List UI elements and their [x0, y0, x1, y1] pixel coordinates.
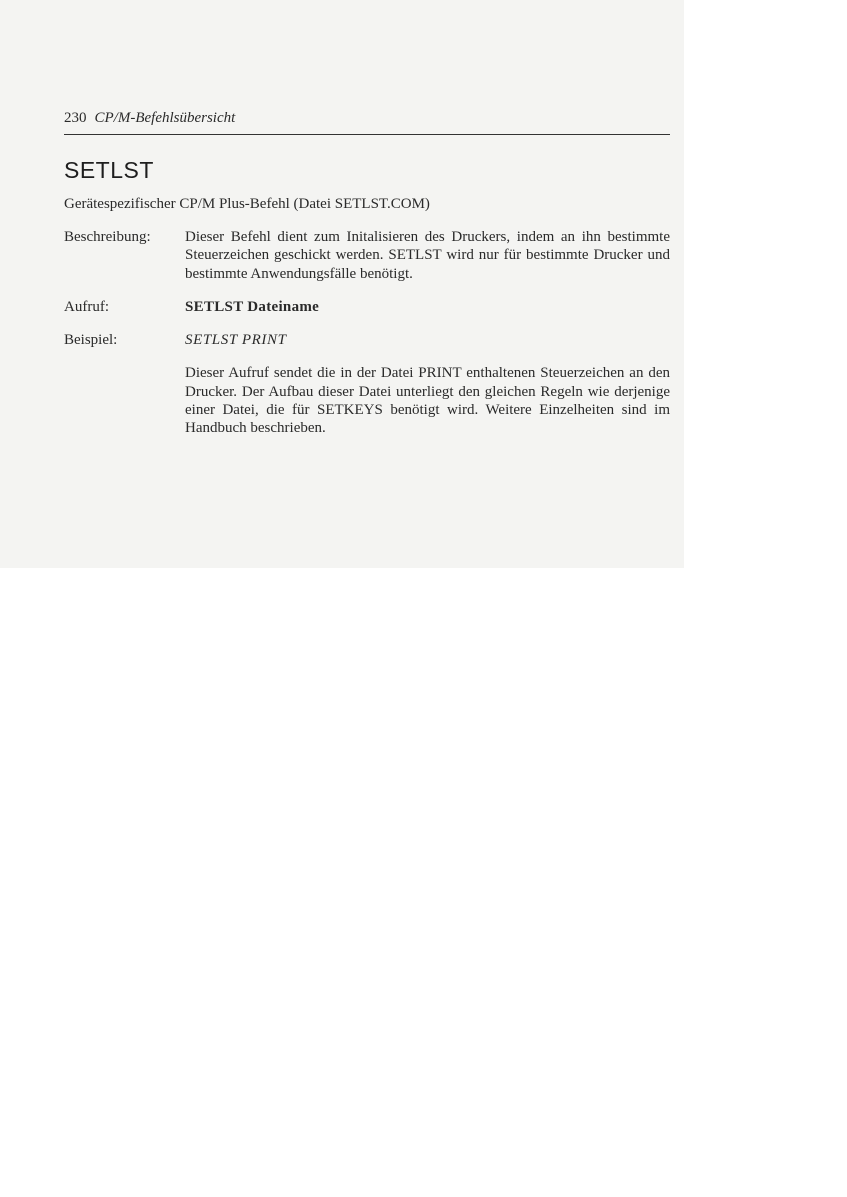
- entry-description: [64, 228, 670, 283]
- section-subtitle: Gerätespezifischer CP/M Plus-Befehl (Datei SETLST.COM): [64, 196, 430, 212]
- header-title: CP/M-Befehlsübersicht: [94, 110, 236, 126]
- entry-call: [64, 298, 670, 316]
- page-content: [64, 108, 670, 438]
- section-title: SETLST: [64, 157, 154, 183]
- running-header: [64, 108, 670, 128]
- entry-label: Beschreibung:: [64, 229, 151, 245]
- header-rule: [64, 134, 670, 135]
- example-description: Dieser Aufruf sendet die in der Datei PRINT enthaltenen Steuerzeichen an den Drucker. Der Aufbau dieser Datei unterliegt den gleichen Regeln wie derjenige einer Datei, die für SETKEYS benötigt wird. Weitere Einzelheiten sind im Handbuch beschrieben.: [185, 365, 670, 437]
- page-number: 230: [64, 110, 87, 126]
- entry-text: Dieser Befehl dient zum Initalisieren des Druckers, indem an ihn bestimmte Steuerzeichen geschickt werden. SETLST wird nur für bestimmte Drucker und bestimmte Anwendungsfälle benötigt.: [185, 229, 670, 282]
- example-command: SETLST PRINT: [185, 332, 287, 349]
- command-syntax: SETLST Dateiname: [185, 298, 320, 315]
- entry-example: [64, 331, 670, 349]
- entry-label: Beispiel:: [64, 332, 118, 349]
- entry-label: Aufruf:: [64, 298, 109, 315]
